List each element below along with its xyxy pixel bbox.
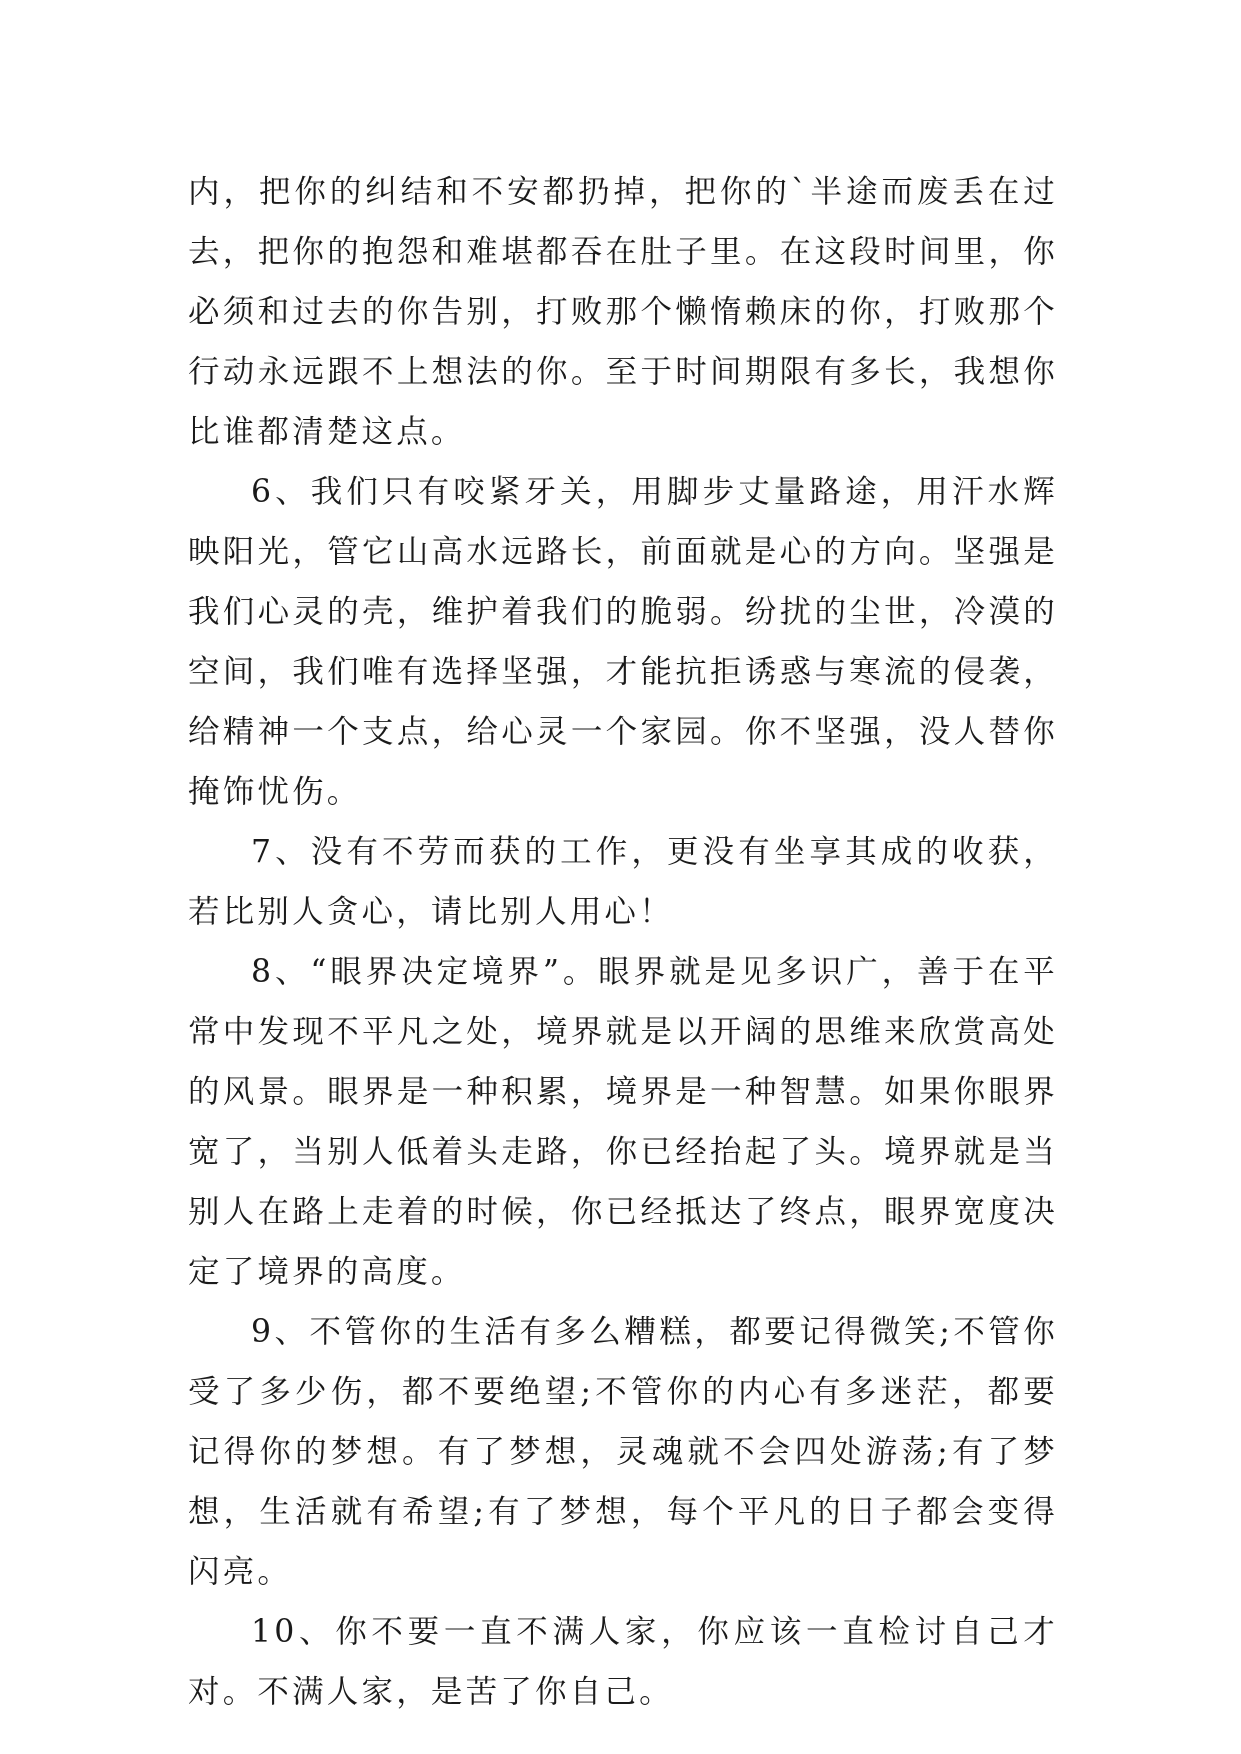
paragraph-item-6: 6、我们只有咬紧牙关，用脚步丈量路途，用汗水辉映阳光，管它山高水远路长，前面就是心的方向。坚强是我们心灵的壳，维护着我们的脆弱。纷扰的尘世，冷漠的空间，我们唯有选择坚强，才能抗拒诱惑与寒流的侵袭，给精神一个支点，给心灵一个家园。你不坚强，没人替你掩饰忧伤。 — [188, 474, 1058, 810]
paragraph-item-8: 8、“眼界决定境界”。眼界就是见多识广，善于在平常中发现不平凡之处，境界就是以开阔的思维来欣赏高处的风景。眼界是一种积累，境界是一种智慧。如果你眼界宽了，当别人低着头走路，你已经抬起了头。境界就是当别人在路上走着的时候，你已经抵达了终点，眼界宽度决定了境界的高度。 — [188, 954, 1058, 1290]
paragraph-continuation: 内，把你的纠结和不安都扔掉，把你的`半途而废丢在过去，把你的抱怨和难堪都吞在肚子里。在这段时间里，你必须和过去的你告别，打败那个懒惰赖床的你，打败那个行动永远跟不上想法的你。至于时间期限有多长，我想你比谁都清楚这点。 — [188, 174, 1058, 450]
document-body — [188, 162, 1058, 1722]
paragraph-item-7: 7、没有不劳而获的工作，更没有坐享其成的收获，若比别人贪心，请比别人用心！ — [188, 834, 1058, 930]
paragraph-item-10: 10、你不要一直不满人家，你应该一直检讨自己才对。不满人家，是苦了你自己。 — [188, 1614, 1058, 1710]
paragraph-item-9: 9、不管你的生活有多么糟糕，都要记得微笑;不管你受了多少伤，都不要绝望;不管你的内心有多迷茫，都要记得你的梦想。有了梦想，灵魂就不会四处游荡;有了梦想，生活就有希望;有了梦想，每个平凡的日子都会变得闪亮。 — [188, 1314, 1058, 1590]
